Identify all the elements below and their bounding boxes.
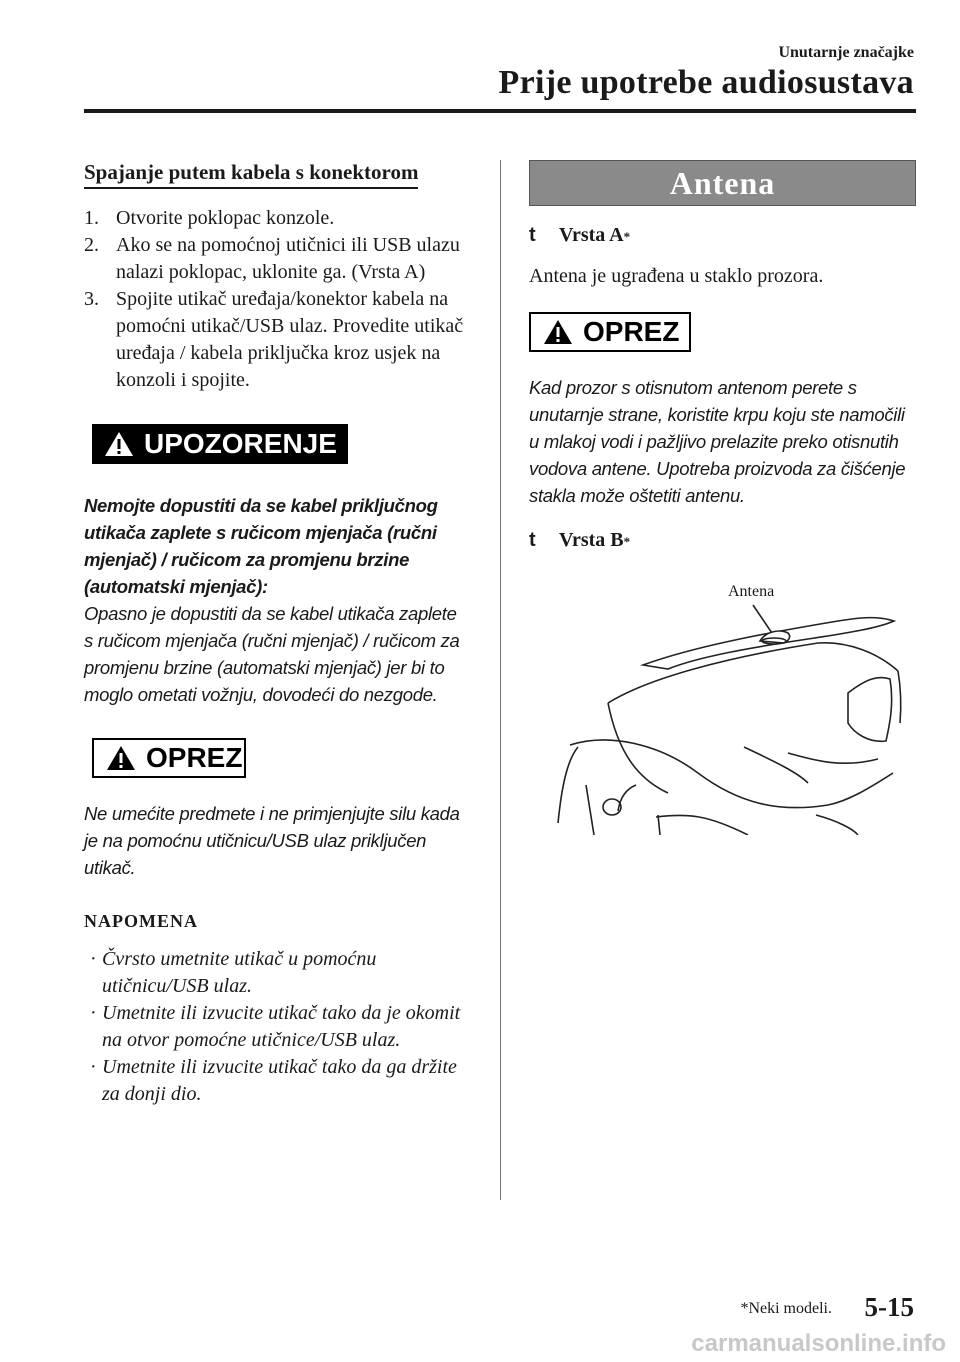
watermark: carmanualsonline.info bbox=[691, 1330, 946, 1357]
section-title-small: Unutarnje značajke bbox=[778, 44, 914, 61]
header-rule bbox=[84, 109, 916, 113]
steps-list bbox=[84, 205, 469, 394]
step-text: Spojite utikač uređaja/konektor kabela na pomoćni utikač/USB ulaz. Provedite utikač uređaja / kabela priključka kroz usjek na konzoli i spojite. bbox=[116, 288, 464, 391]
section-title: Prije upotrebe audiosustava bbox=[498, 64, 914, 101]
note-title: NAPOMENA bbox=[84, 911, 198, 931]
antenna-callout-label: Antena bbox=[728, 583, 775, 600]
variant-label: Vrsta A bbox=[559, 224, 624, 246]
variant-marker: t bbox=[529, 529, 536, 551]
note-item: · Čvrsto umetnite utikač u pomoćnu utičnicu/USB ulaz. bbox=[84, 946, 469, 1000]
car-rear-illustration bbox=[548, 583, 908, 835]
warning-badge bbox=[92, 424, 348, 464]
sub-heading: Spajanje putem kabela s konektorom bbox=[84, 160, 418, 189]
note-text: Čvrsto umetnite utikač u pomoćnu utičnicu/USB ulaz. bbox=[102, 948, 377, 997]
variant-star: * bbox=[623, 229, 631, 244]
notes-list bbox=[84, 946, 469, 1108]
note-item: · Umetnite ili izvucite utikač tako da ga držite za donji dio. bbox=[84, 1054, 469, 1108]
footer-note: *Neki modeli. bbox=[740, 1300, 832, 1317]
caution-text: Ne umećite predmete i ne primjenjujte silu kada je na pomoćnu utičnicu/USB ulaz priključen utikač. bbox=[84, 803, 460, 878]
step-item bbox=[84, 232, 469, 286]
warning-text: Opasno je dopustiti da se kabel utikača zaplete s ručicom mjenjača (ručni mjenjač) / ručicom za promjenu brzine (automatski mjenjač) jer bi to moglo ometati vožnju, dovodeći do nezgode. bbox=[84, 603, 460, 705]
variant-star: * bbox=[623, 534, 631, 549]
warning-triangle-icon bbox=[104, 431, 134, 457]
column-divider bbox=[500, 160, 501, 1200]
note-item: · Umetnite ili izvucite utikač tako da je okomit na otvor pomoćne utičnice/USB ulaz. bbox=[84, 1000, 469, 1054]
caution-badge bbox=[92, 738, 246, 778]
car-rear-drawing bbox=[548, 583, 908, 835]
antena-banner: Antena bbox=[529, 160, 916, 206]
variant-marker: t bbox=[529, 224, 536, 246]
variant-b-heading bbox=[529, 529, 916, 552]
caution-label: OPREZ bbox=[583, 316, 680, 347]
page-number: 5-15 bbox=[864, 1292, 914, 1322]
step-item bbox=[84, 205, 469, 232]
right-column bbox=[529, 160, 916, 552]
warning-label: UPOZORENJE bbox=[144, 428, 337, 459]
step-text: Ako se na pomoćnoj utičnici ili USB ulazu nalazi poklopac, uklonite ga. (Vrsta A) bbox=[116, 234, 460, 283]
variant-label: Vrsta B bbox=[559, 529, 624, 551]
warning-bold-text: Nemojte dopustiti da se kabel priključnog utikača zaplete s ručicom mjenjača (ručni mjenjač) / ručicom za promjenu brzine (automatski mjenjač): bbox=[84, 495, 438, 597]
variant-a-heading bbox=[529, 224, 916, 247]
note-text: Umetnite ili izvucite utikač tako da je okomit na otvor pomoćne utičnice/USB ulaz. bbox=[102, 1002, 461, 1051]
step-number: 2. bbox=[84, 234, 99, 256]
caution-triangle-icon bbox=[106, 745, 136, 771]
variant-a-text: Antena je ugrađena u staklo prozora. bbox=[529, 265, 824, 287]
caution-label: OPREZ bbox=[146, 742, 243, 773]
step-number: 3. bbox=[84, 288, 99, 310]
step-item bbox=[84, 286, 469, 394]
caution-badge-right bbox=[529, 312, 691, 352]
caution-text-right: Kad prozor s otisnutom antenom perete s unutarnje strane, koristite krpu koju ste namočili u mlakoj vodi i pažljivo prelazite preko otisnutih vodova antene. Upotreba proizvoda za čišćenje stakla može oštetiti antenu. bbox=[529, 377, 906, 506]
step-text: Otvorite poklopac konzole. bbox=[116, 207, 335, 229]
step-number: 1. bbox=[84, 207, 99, 229]
left-column bbox=[84, 160, 469, 1108]
note-text: Umetnite ili izvucite utikač tako da ga držite za donji dio. bbox=[102, 1056, 457, 1105]
caution-triangle-icon bbox=[543, 319, 573, 345]
